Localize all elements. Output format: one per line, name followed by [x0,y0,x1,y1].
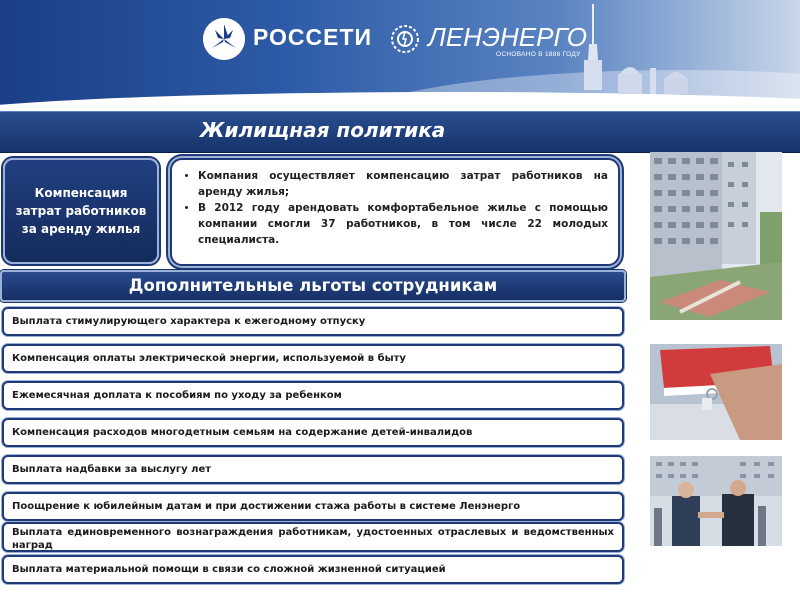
benefit-item: Ежемесячная доплата к пособиям по уходу за ребенком [2,381,624,410]
benefit-item: Выплата материальной помощи в связи со сложной жизненной ситуацией [2,555,624,584]
extra-benefits-header: Дополнительные льготы сотрудникам [0,270,626,302]
compensation-label-box [3,158,159,264]
lenenergo-logo-icon [390,24,420,54]
benefit-item: Компенсация оплаты электрической энергии, используемой в быту [2,344,624,373]
spire-icon [580,0,700,100]
compensation-bullet: • В 2012 году арендовать комфортабельное жилье с помощью компании смогли 37 работников, в том числе 22 молодых специалиста. [198,200,608,248]
benefit-item: Выплата надбавки за выслугу лет [2,455,624,484]
benefit-item: Компенсация расходов многодетным семьям на содержание детей-инвалидов [2,418,624,447]
lenenergo-logo-text: ЛЕНЭНЕРГО [428,22,587,52]
compensation-bullet-list [180,168,608,248]
rosseti-logo-icon [203,18,245,60]
keys-handover-photo [650,344,782,440]
handshake-ceremony-photo [650,456,782,546]
benefit-item: Поощрение к юбилейным датам и при достижении стажа работы в системе Ленэнерго [2,492,624,521]
compensation-bullet: • Компания осуществляет компенсацию затрат работников на аренду жилья; [198,168,608,200]
rosseti-logo-text: РОССЕТИ [253,24,373,50]
benefit-item: Выплата единовременного вознаграждения работникам, удостоенных отраслевых и ведомственных наград [2,522,624,552]
lenenergo-logo-subtitle: ОСНОВАНО В 1886 ГОДУ [496,51,581,58]
apartment-building-photo [650,152,782,320]
compensation-description-box [170,158,620,266]
benefit-item: Выплата стимулирующего характера к ежегодному отпуску [2,307,624,336]
compensation-label: Компенсация затрат работников за аренду жилья [15,186,147,236]
page-title: Жилищная политика [200,118,446,142]
header-banner [0,0,800,108]
title-bar [0,111,800,153]
